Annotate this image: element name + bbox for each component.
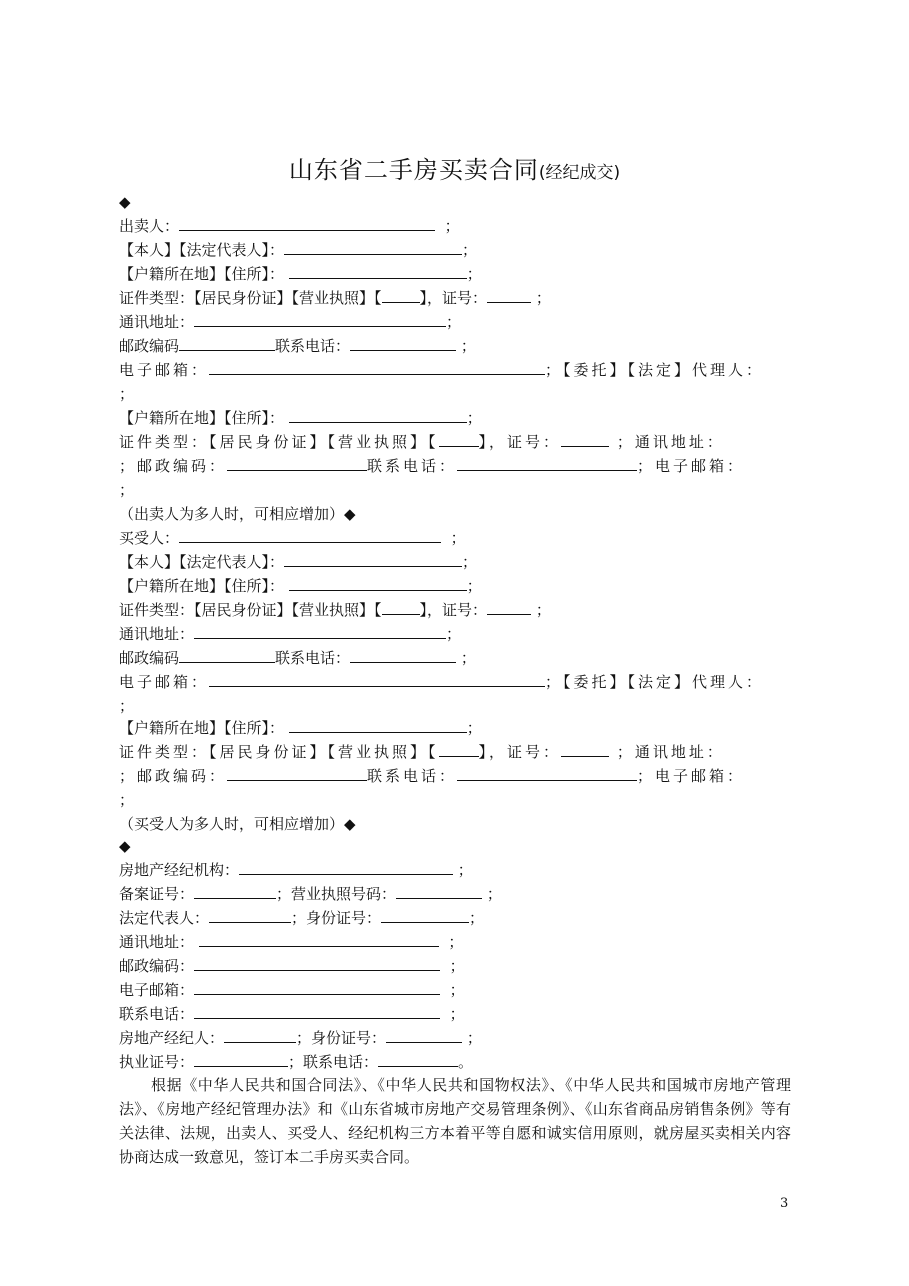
seller-postcode-row: 邮政编码 联系电话： ； [119, 337, 476, 355]
buyer-name-row: 买受人： ； [119, 529, 466, 547]
agency-email-row: 电子邮箱： ； [119, 981, 465, 999]
seller-agent-semi: ； [119, 385, 135, 403]
seller-agent-end: ； [119, 481, 135, 499]
buyer-rep-row: 【本人】【法定代表人】： ； [119, 553, 478, 571]
seller-email-row: 电子邮箱： ；【委托】【法定】代理人： [119, 361, 765, 379]
seller-name-row: 出卖人： ； [119, 217, 460, 235]
seller-household-row: 【户籍所在地】【住所】： ； [119, 265, 482, 283]
seller-id-row: 证件类型：【居民身份证】【营业执照】【 】，证号： ； [119, 289, 551, 307]
buyer-agent-id-row: 证件类型：【居民身份证】【营业执照】【 】，证号： ；通讯地址： [119, 743, 725, 761]
document-title [0, 150, 909, 185]
buyer-address-row: 通讯地址： ； [119, 625, 462, 643]
title-sub: (经纪成交) [538, 163, 621, 183]
seller-rep-row: 【本人】【法定代表人】： ； [119, 241, 478, 259]
buyer-agent-postcode-row: ；邮政编码： 联系电话： ；电子邮箱： [119, 767, 746, 785]
title-main: 山东省二手房买卖合同 [288, 156, 539, 184]
buyer-email-row: 电子邮箱： ；【委托】【法定】代理人： [119, 673, 765, 691]
buyer-agent-household-row: 【户籍所在地】【住所】： ； [119, 719, 482, 737]
agency-address-row: 通讯地址： ； [119, 933, 464, 951]
agency-legal-rep-row: 法定代表人： ；身份证号： ； [119, 909, 485, 927]
agency-cert-row: 执业证号： ；联系电话： 。 [119, 1053, 474, 1071]
buyer-id-row: 证件类型：【居民身份证】【营业执照】【 】，证号： ； [119, 601, 551, 619]
buyer-note-row: （买受人为多人时，可相应增加）◆ [119, 815, 356, 833]
seller-agent-postcode-row: ；邮政编码： 联系电话： ；电子邮箱： [119, 457, 746, 475]
buyer-agent-semi: ； [119, 697, 135, 715]
agency-record-row: 备案证号： ；营业执照号码： ； [119, 885, 502, 903]
page-number: 3 [780, 1196, 789, 1211]
agency-org-row: 房地产经纪机构： ； [119, 861, 473, 879]
seller-marker: ◆ [119, 193, 131, 211]
seller-address-row: 通讯地址： ； [119, 313, 462, 331]
preamble-paragraph: 根据《中华人民共和国合同法》、《中华人民共和国物权法》、《中华人民共和国城市房地产管理法》、《房地产经纪管理办法》和《山东省城市房地产交易管理条例》、《山东省商品房销售条例》等有关法律、法规，出卖人、买受人、经纪机构三方本着平等自愿和诚实信用原则，就房屋买卖相关内容协商达成一致意见，签订本二手房买卖合同。 [119, 1076, 791, 1166]
seller-agent-id-row: 证件类型：【居民身份证】【营业执照】【 】，证号： ；通讯地址： [119, 433, 725, 451]
seller-note-row: （出卖人为多人时，可相应增加）◆ [119, 505, 356, 523]
agency-broker-row: 房地产经纪人： ；身份证号： ； [119, 1029, 482, 1047]
buyer-household-row: 【户籍所在地】【住所】： ； [119, 577, 482, 595]
buyer-postcode-row: 邮政编码 联系电话： ； [119, 649, 476, 667]
agency-postcode-row: 邮政编码： ； [119, 957, 465, 975]
seller-agent-household-row: 【户籍所在地】【住所】： ； [119, 409, 482, 427]
agency-phone-row: 联系电话： ； [119, 1005, 465, 1023]
agency-marker: ◆ [119, 837, 131, 855]
buyer-agent-end: ； [119, 791, 135, 809]
